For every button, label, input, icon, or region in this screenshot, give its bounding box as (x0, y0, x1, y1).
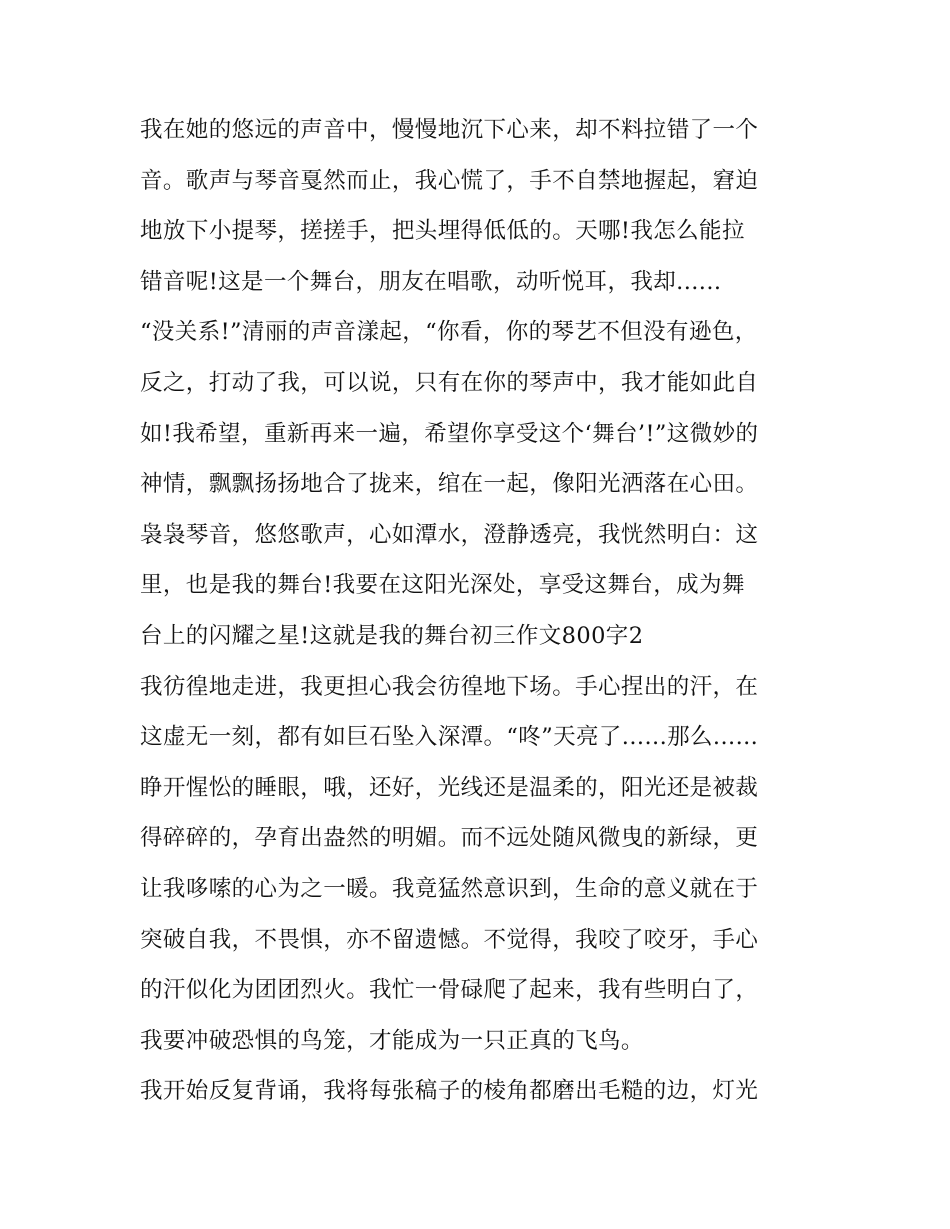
text-line: 台上的闪耀之星!这就是我的舞台初三作文800字2 (140, 622, 644, 649)
text-line: 我要冲破恐惧的鸟笼，才能成为一只正真的飞鸟。 (140, 1027, 644, 1054)
text-line: 袅袅琴音，悠悠歌声，心如潭水，澄静透亮，我恍然明白：这 (140, 521, 759, 548)
text-line: 这虚无一刻，都有如巨石坠入深潭。“咚”天亮了......那么...... (140, 724, 759, 751)
text-line: 反之，打动了我，可以说，只有在你的琴声中，我才能如此自 (140, 369, 759, 396)
text-line: 错音呢!这是一个舞台，朋友在唱歌，动听悦耳，我却...... (140, 268, 722, 295)
text-line: 得碎碎的，孕育出盎然的明媚。而不远处随风微曳的新绿，更 (140, 825, 759, 852)
text-line: 如!我希望，重新再来一遍，希望你享受这个‘舞台’!”这微妙的 (140, 420, 759, 447)
text-line: 的汗似化为团团烈火。我忙一骨碌爬了起来，我有些明白了， (140, 977, 759, 1004)
text-line: 突破自我，不畏惧，亦不留遗憾。不觉得，我咬了咬牙，手心 (140, 926, 759, 953)
text-line: 地放下小提琴，搓搓手，把头埋得低低的。天哪!我怎么能拉 (140, 218, 745, 245)
text-line: 我在她的悠远的声音中，慢慢地沉下心来，却不料拉错了一个 (140, 117, 759, 143)
essay-text-block (140, 105, 820, 1117)
text-line: 睁开惺忪的睡眼，哦，还好，光线还是温柔的，阳光还是被裁 (140, 774, 759, 801)
text-line: 让我哆嗦的心为之一暖。我竟猛然意识到，生命的意义就在于 (140, 875, 759, 902)
text-line: “没关系!”清丽的声音漾起，“你看，你的琴艺不但没有逊色， (140, 319, 758, 346)
text-line: 里，也是我的舞台!我要在这阳光深处，享受这舞台，成为舞 (140, 572, 745, 599)
text-line: 我彷徨地走进，我更担心我会彷徨地下场。手心捏出的汗，在 (140, 673, 759, 700)
text-line: 神情，飘飘扬扬地合了拢来，绾在一起，像阳光洒落在心田。 (140, 471, 759, 498)
text-line: 音。歌声与琴音戛然而止，我心慌了，手不自禁地握起，窘迫 (140, 167, 759, 194)
text-line: 我开始反复背诵，我将每张稿子的棱角都磨出毛糙的边，灯光 (140, 1078, 759, 1105)
